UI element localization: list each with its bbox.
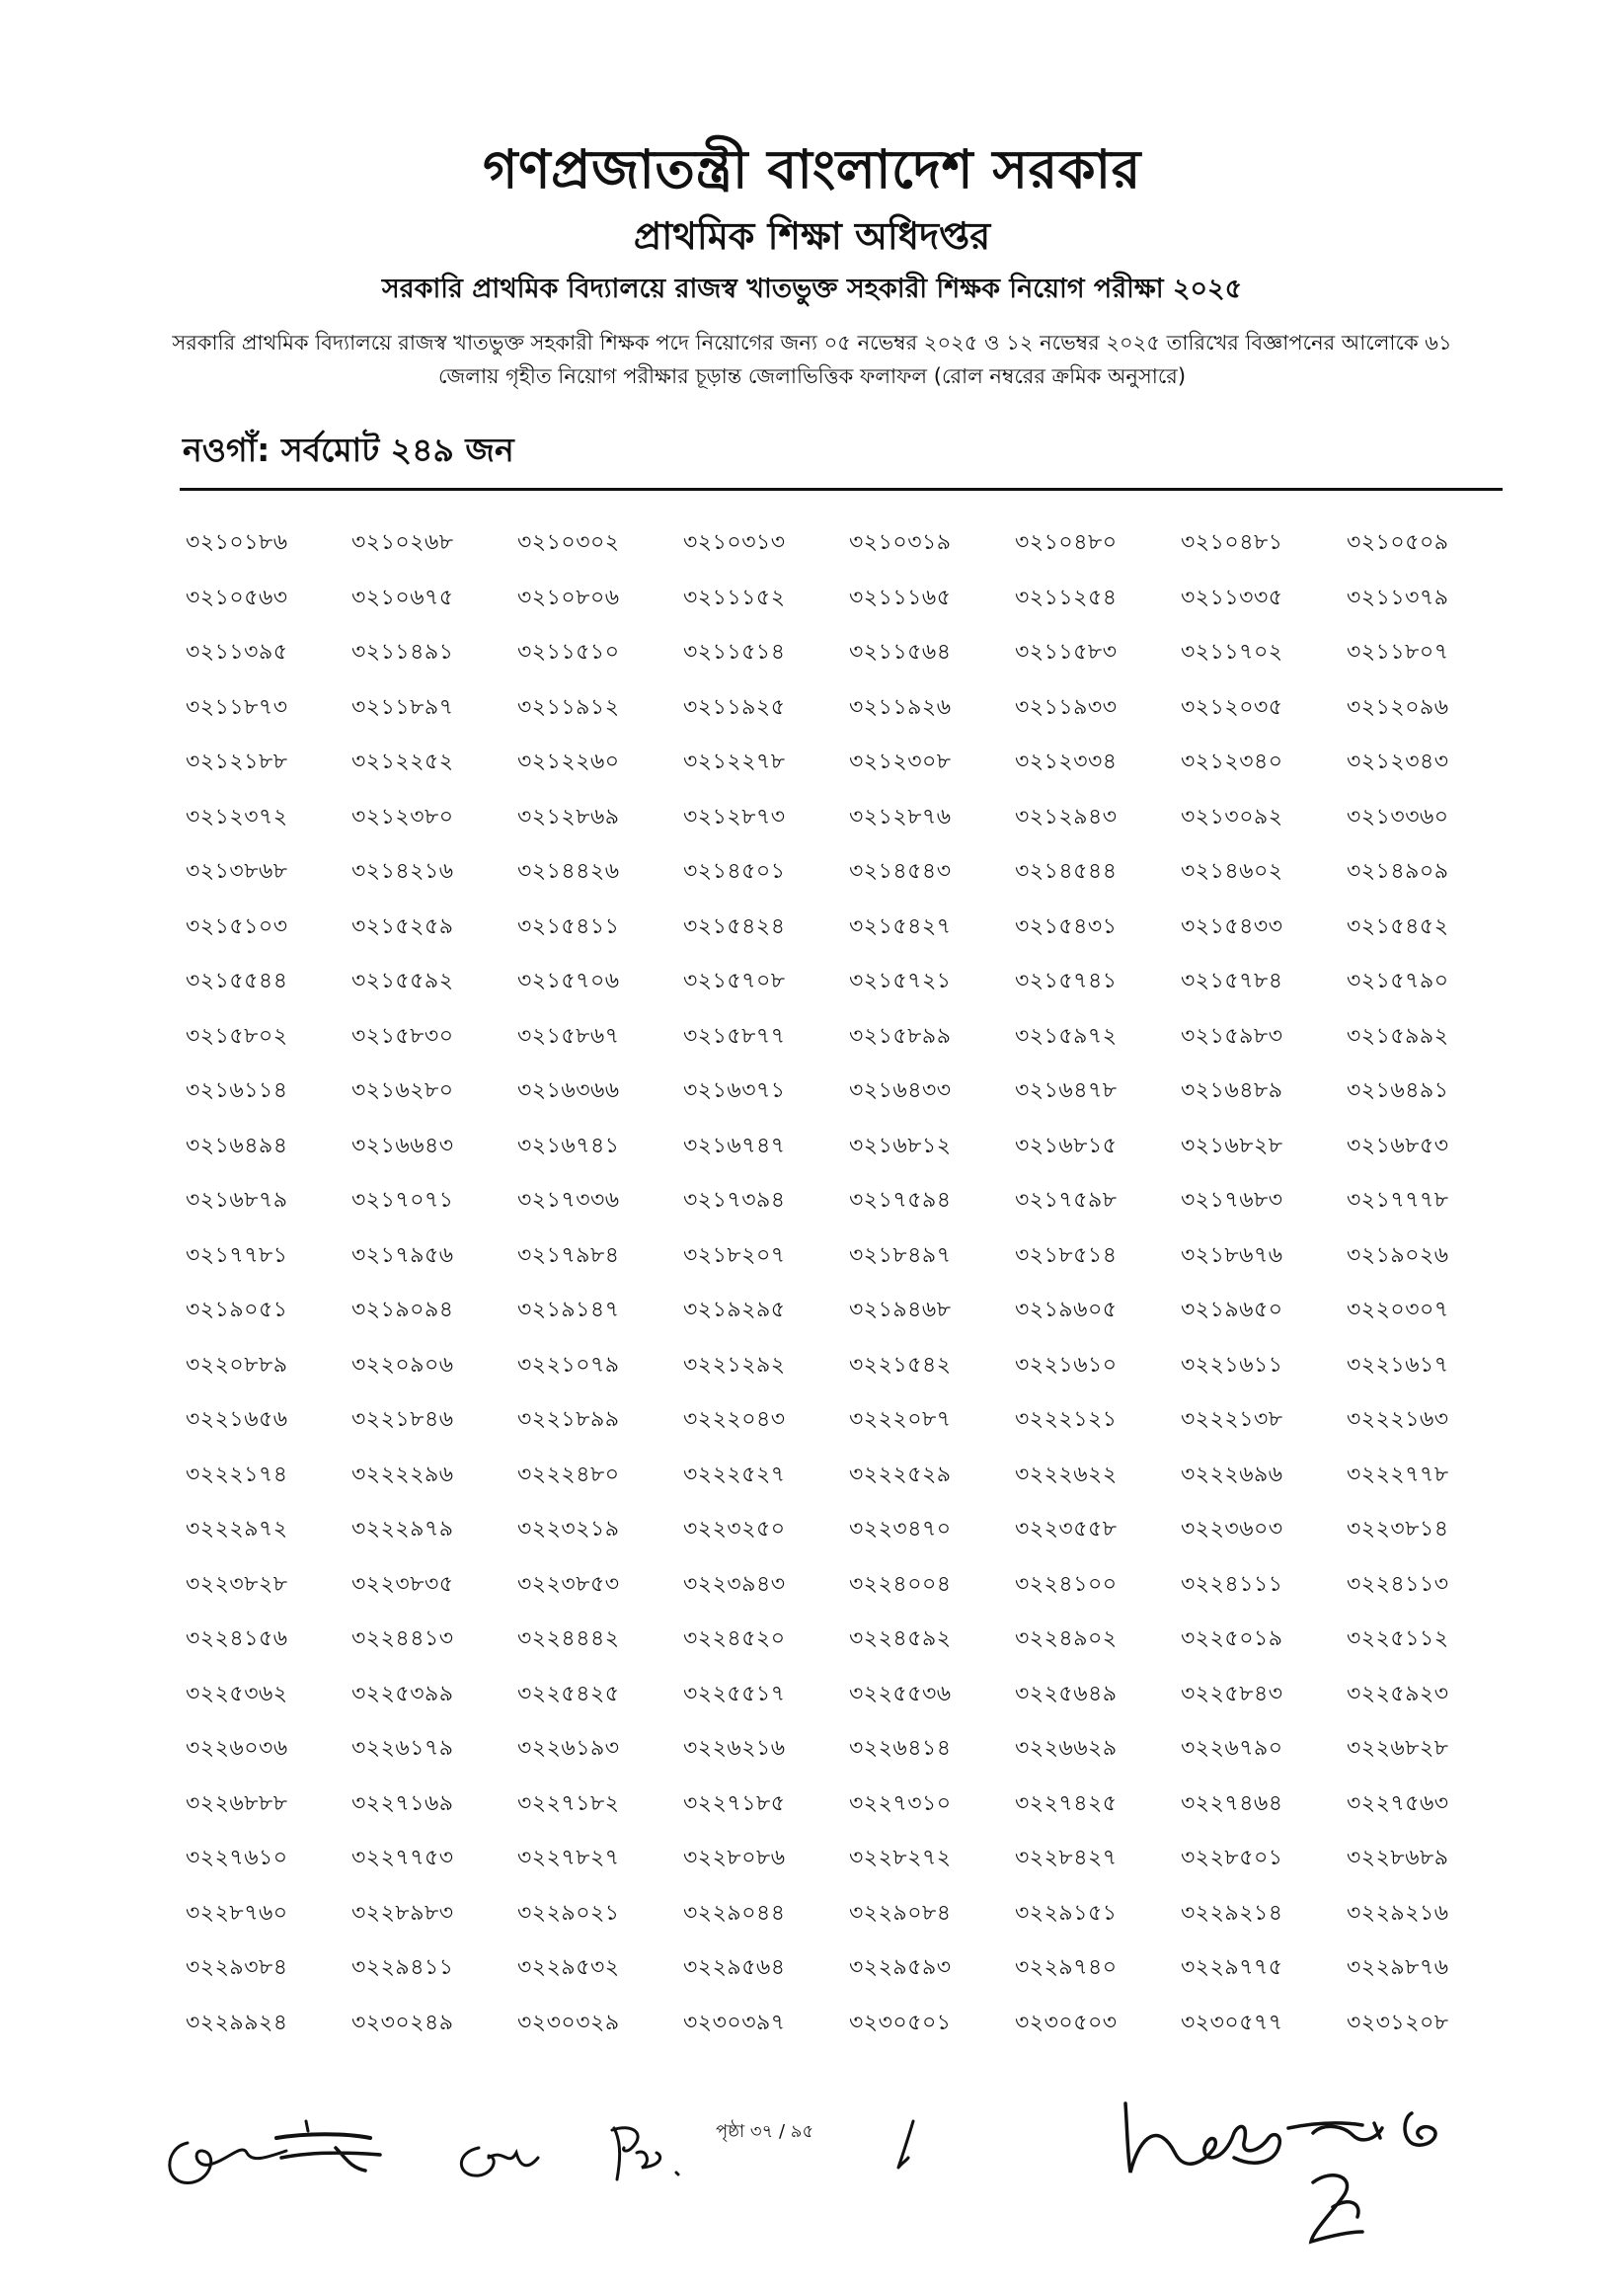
- roll-number: ৩২২৬৮২৮: [1347, 1736, 1449, 1761]
- roll-number: ৩২১৬৪৩৩: [849, 1078, 952, 1103]
- roll-number: ৩২২৩৮৫৩: [517, 1571, 620, 1597]
- roll-number: ৩২২৫৫১৭: [683, 1681, 786, 1706]
- district-heading: নওগাঁ: সর্বমোট ২৪৯ জন: [183, 431, 514, 469]
- roll-number: ৩২২৭৪৬৪: [1181, 1790, 1283, 1816]
- roll-number: ৩২২৯৩৮৪: [186, 1955, 288, 1980]
- roll-number: ৩২১৭৫৯৮: [1015, 1188, 1118, 1213]
- roll-number: ৩২২৫৩৯৯: [351, 1681, 454, 1706]
- roll-number: ৩২১০৮০৬: [517, 585, 620, 610]
- roll-number: ৩২১৫৮৩০: [351, 1023, 454, 1049]
- roll-number: ৩২১০৩০২: [517, 530, 620, 555]
- roll-number: ৩২১৫১০৩: [186, 913, 288, 939]
- roll-number: ৩২১৭৯৫৬: [351, 1242, 454, 1268]
- roll-number: ৩২২৩৮২৮: [186, 1571, 288, 1597]
- roll-number: ৩২২২৬৯৬: [1181, 1462, 1283, 1487]
- roll-number: ৩২১৮২০৭: [683, 1242, 786, 1268]
- roll-number: ৩২২৬১৭৯: [351, 1736, 454, 1761]
- roll-number: ৩২১৫৫৪৪: [186, 969, 288, 993]
- roll-number: ৩২১০১৮৬: [186, 530, 288, 555]
- roll-number: ৩২২৬০৩৬: [186, 1736, 288, 1761]
- roll-number: ৩২২৪৪৪২: [517, 1626, 620, 1651]
- roll-number: ৩২২৯৯২৪: [186, 2010, 288, 2035]
- roll-number: ৩২২৪১১৩: [1347, 1571, 1449, 1597]
- roll-number: ৩২২৯৫৩২: [517, 1955, 620, 1980]
- roll-number: ৩২১১৫৬৪: [849, 640, 952, 665]
- roll-number: ৩২১৭৩৩৬: [517, 1188, 620, 1213]
- roll-number: ৩২১২০৩৫: [1181, 694, 1283, 720]
- roll-number: ৩২২১৬১১: [1181, 1352, 1283, 1378]
- roll-number: ৩২১৫৮০২: [186, 1023, 288, 1049]
- roll-number: ৩২২৬৭৯০: [1181, 1736, 1283, 1761]
- roll-number: ৩২১৫৯৯২: [1347, 1023, 1449, 1049]
- government-title: গণপ্রজাতন্ত্রী বাংলাদেশ সরকার: [483, 138, 1141, 200]
- roll-number: ৩২১১৭০২: [1181, 640, 1283, 665]
- roll-number: ৩২১২৩৪৩: [1347, 750, 1449, 774]
- roll-number: ৩২১১১৬৫: [849, 585, 952, 610]
- roll-number: ৩২২৭৩১০: [849, 1790, 952, 1816]
- roll-number: ৩২২৯১৫১: [1015, 1900, 1118, 1926]
- roll-number: ৩২১৮৬৭৬: [1181, 1242, 1283, 1268]
- roll-number: ৩২১৫৮৭৭: [683, 1023, 786, 1049]
- roll-number: ৩২১৭৯৮৪: [517, 1242, 620, 1268]
- roll-number: ৩২২৭৫৬৩: [1347, 1790, 1449, 1816]
- roll-number: ৩২২১০৭৯: [517, 1352, 620, 1378]
- roll-number: ৩২১৬৪৮৯: [1181, 1078, 1283, 1103]
- roll-number: ৩২১১৫১৪: [683, 640, 786, 665]
- roll-number: ৩২২৯২১৬: [1347, 1900, 1449, 1926]
- roll-number: ৩২১২৩৮০: [351, 804, 454, 830]
- roll-number: ৩২১৯২৯৫: [683, 1298, 786, 1322]
- roll-number: ৩২১২৯৪৩: [1015, 804, 1118, 830]
- roll-number: ৩২২০৯০৬: [351, 1352, 454, 1378]
- roll-number: ৩২২২৪৮০: [517, 1462, 620, 1487]
- roll-number: ৩২১০২৬৮: [351, 530, 454, 555]
- roll-number: ৩২১৫৭৯০: [1347, 969, 1449, 993]
- roll-number: ৩২২৬৪১৪: [849, 1736, 952, 1761]
- roll-number: ৩২১০৪৮০: [1015, 530, 1118, 555]
- roll-number: ৩২১৩৩৬০: [1347, 804, 1449, 830]
- roll-number: ৩২১৭০৭১: [351, 1188, 454, 1213]
- roll-number: ৩২২৫৩৬২: [186, 1681, 288, 1706]
- roll-number: ৩২২৮৭৬০: [186, 1900, 288, 1926]
- roll-number: ৩২১৬৭৪১: [517, 1133, 620, 1158]
- roll-number: ৩২১১১৫২: [683, 585, 786, 610]
- roll-number: ৩২৩০২৪৯: [351, 2010, 454, 2035]
- roll-number: ৩২২২৭৭৮: [1347, 1462, 1449, 1487]
- roll-number: ৩২১১৩৯৫: [186, 640, 288, 665]
- roll-number: ৩২১০৩১৩: [683, 530, 786, 555]
- roll-number: ৩২১৯৪৬৮: [849, 1298, 952, 1322]
- roll-number: ৩২২১৬১৭: [1347, 1352, 1449, 1378]
- department-title: প্রাথমিক শিক্ষা অধিদপ্তর: [633, 214, 991, 258]
- roll-number: ৩২১৫৪৩৩: [1181, 913, 1283, 939]
- roll-number: ৩২২৩৬০৩: [1181, 1517, 1283, 1542]
- roll-number: ৩২১৬৪৯১: [1347, 1078, 1449, 1103]
- roll-number: ৩২১১৯২৬: [849, 694, 952, 720]
- roll-number: ৩২১৪২১৬: [351, 859, 454, 884]
- roll-number: ৩২২৫৫৩৬: [849, 1681, 952, 1706]
- roll-number-grid: [186, 525, 1508, 2060]
- roll-number: ৩২১১৯২৫: [683, 694, 786, 720]
- roll-number: ৩২২৯০৪৪: [683, 1900, 786, 1926]
- roll-number: ৩২১৪৯০৯: [1347, 859, 1449, 884]
- roll-number: ৩২২০৩০৭: [1347, 1298, 1449, 1322]
- roll-number: ৩২২২১২১: [1015, 1407, 1118, 1432]
- roll-number: ৩২২৫৬৪৯: [1015, 1681, 1118, 1706]
- roll-number: ৩২২৯২১৪: [1181, 1900, 1283, 1926]
- roll-number: ৩২১৯০৯৪: [351, 1298, 454, 1322]
- roll-number: ৩২২২১৬৩: [1347, 1407, 1449, 1432]
- roll-number: ৩২১৬৬৪৩: [351, 1133, 454, 1158]
- roll-number: ৩২১৫৭৪১: [1015, 969, 1118, 993]
- roll-number: ৩২২৫৪২৫: [517, 1681, 620, 1706]
- roll-number: ৩২১১৮০৭: [1347, 640, 1449, 665]
- roll-number: ৩২২৩২১৯: [517, 1517, 620, 1542]
- roll-number: ৩২২৩৮৩৫: [351, 1571, 454, 1597]
- roll-number: ৩২২২০৪৩: [683, 1407, 786, 1432]
- roll-number: ৩২২১৫৪২: [849, 1352, 952, 1378]
- roll-number: ৩২২৯০২১: [517, 1900, 620, 1926]
- roll-number: ৩২২৪১১১: [1181, 1571, 1283, 1597]
- roll-number: ৩২১০৪৮১: [1181, 530, 1283, 555]
- roll-number: ৩২২৬২১৬: [683, 1736, 786, 1761]
- roll-number: ৩২১০৫৬৩: [186, 585, 288, 610]
- roll-number: ৩২২২২৯৬: [351, 1462, 454, 1487]
- roll-number: ৩২১৮৫১৪: [1015, 1242, 1118, 1268]
- roll-number: ৩২১১৩৭৯: [1347, 585, 1449, 610]
- roll-number: ৩২১৬৮৫৩: [1347, 1133, 1449, 1158]
- roll-number: ৩২১৬৩৭১: [683, 1078, 786, 1103]
- roll-number: ৩২২৮৪২৭: [1015, 1846, 1118, 1870]
- roll-number: ৩২২৭১৮৫: [683, 1790, 786, 1816]
- roll-number: ৩২২৩৮১৪: [1347, 1517, 1449, 1542]
- roll-number: ৩২১৫৭৮৪: [1181, 969, 1283, 993]
- roll-number: ৩২১০৫০৯: [1347, 530, 1449, 555]
- roll-number: ৩২২৪৪১৩: [351, 1626, 454, 1651]
- roll-number: ৩২১৫৭২১: [849, 969, 952, 993]
- roll-number: ৩২১২৩৭২: [186, 804, 288, 830]
- roll-number: ৩২১৬৮১২: [849, 1133, 952, 1158]
- roll-number: ৩২২৭১৮২: [517, 1790, 620, 1816]
- roll-number: ৩২৩০৫০১: [849, 2010, 952, 2035]
- roll-number: ৩২১২২৬০: [517, 750, 620, 774]
- roll-number: ৩২২৯৫৯৩: [849, 1955, 952, 1980]
- roll-number: ৩২২৮০৮৬: [683, 1846, 786, 1870]
- roll-number: ৩২১২৩৪০: [1181, 750, 1283, 774]
- roll-number: ৩২১২২৫২: [351, 750, 454, 774]
- roll-number: ৩২১৪৫৪৪: [1015, 859, 1118, 884]
- roll-number: ৩২২৫৯২৩: [1347, 1681, 1449, 1706]
- roll-number: ৩২২৪০০৪: [849, 1571, 952, 1597]
- roll-number: ৩২৩০৫৭৭: [1181, 2010, 1283, 2035]
- signature-3: [602, 2118, 701, 2187]
- roll-number: ৩২২২৯৭৯: [351, 1517, 454, 1542]
- roll-number: ৩২১১৫১০: [517, 640, 620, 665]
- roll-number: ৩২১৫৯৮৩: [1181, 1023, 1283, 1049]
- roll-number: ৩২১৩৮৬৮: [186, 859, 288, 884]
- roll-number: ৩২১৭৫৯৪: [849, 1188, 952, 1213]
- exam-title: সরকারি প্রাথমিক বিদ্যালয়ে রাজস্ব খাতভুক্ত সহকারী শিক্ষক নিয়োগ পরীক্ষা ২০২৫: [381, 274, 1243, 304]
- roll-number: ৩২১৬৪৭৮: [1015, 1078, 1118, 1103]
- roll-number: ৩২২২১৩৮: [1181, 1407, 1283, 1432]
- roll-number: ৩২১৫৭০৮: [683, 969, 786, 993]
- roll-number: ৩২২১৬৫৬: [186, 1407, 288, 1432]
- roll-number: ৩২২৪১০০: [1015, 1571, 1118, 1597]
- roll-number: ৩২২৮২৭২: [849, 1846, 952, 1870]
- roll-number: ৩২১২৮৭৬: [849, 804, 952, 830]
- roll-number: ৩২১০৩১৯: [849, 530, 952, 555]
- roll-number: ৩২১৯০৫১: [186, 1298, 288, 1322]
- roll-number: ৩২২৮৬৮৯: [1347, 1846, 1449, 1870]
- signature-4: [889, 2113, 928, 2182]
- roll-number: ৩২১৫৪৩১: [1015, 913, 1118, 939]
- roll-number: ৩২২৩৯৪৩: [683, 1571, 786, 1597]
- roll-number: ৩২১১৪৯১: [351, 640, 454, 665]
- roll-number: ৩২১৫৮৬৭: [517, 1023, 620, 1049]
- roll-number: ৩২১৬৩৬৬: [517, 1078, 620, 1103]
- roll-number: ৩২২৬৬২৯: [1015, 1736, 1118, 1761]
- roll-number: ৩২৩০৫০৩: [1015, 2010, 1118, 2035]
- roll-number: ৩২১৭৭৮১: [186, 1242, 288, 1268]
- roll-number: ৩২১৬৮৭৯: [186, 1188, 288, 1213]
- roll-number: ৩২১৪৬০২: [1181, 859, 1283, 884]
- result-description: সরকারি প্রাথমিক বিদ্যালয়ে রাজস্ব খাতভুক্ত সহকারী শিক্ষক পদে নিয়োগের জন্য ০৫ নভেম্বর ২০২৫ ও ১২ নভেম্বর ২০২৫ তারিখের বিজ্ঞাপনের আলোকে ৬১ জেলায় গৃহীত নিয়োগ পরীক্ষার চূড়ান্ত জেলাভিত্তিক ফলাফল (রোল নম্বরের ক্রমিক অনুসারে): [172, 331, 1452, 388]
- roll-number: ৩২২২৫২৭: [683, 1462, 786, 1487]
- page-number: পৃষ্ঠা ৩৭ / ৯৫: [716, 2121, 814, 2142]
- roll-number: ৩২১১৮৭৩: [186, 694, 288, 720]
- roll-number: ৩২১৬৭৪৭: [683, 1133, 786, 1158]
- roll-number: ৩২২৯৭৪০: [1015, 1955, 1118, 1980]
- roll-number: ৩২১৫৪২৭: [849, 913, 952, 939]
- roll-number: ৩২২৯৮৭৬: [1347, 1955, 1449, 1980]
- roll-number: ৩২২৯৫৬৪: [683, 1955, 786, 1980]
- roll-number: ৩২১৫৯৭২: [1015, 1023, 1118, 1049]
- signature-2: [449, 2128, 548, 2187]
- roll-number: ৩২১২৮৬৯: [517, 804, 620, 830]
- roll-number: ৩২১৪৫০১: [683, 859, 786, 884]
- roll-number: ৩২২৫১১২: [1347, 1626, 1449, 1651]
- roll-number: ৩২১২২৭৮: [683, 750, 786, 774]
- roll-number: ৩২২৩৪৭০: [849, 1517, 952, 1542]
- roll-number: ৩২২৭৭৫৩: [351, 1846, 454, 1870]
- roll-number: ৩২২৪৫৯২: [849, 1626, 952, 1651]
- roll-number: ৩২১৬৮২৮: [1181, 1133, 1283, 1158]
- roll-number: ৩২২৮৫০১: [1181, 1846, 1283, 1870]
- roll-number: ৩২১২৩৩৪: [1015, 750, 1118, 774]
- roll-number: ৩২১২৮৭৩: [683, 804, 786, 830]
- roll-number: ৩২১৪৪২৬: [517, 859, 620, 884]
- roll-number: ৩২২২৬২২: [1015, 1462, 1118, 1487]
- roll-number: ৩২১১৯৩৩: [1015, 694, 1118, 720]
- roll-number: ৩২২২৫২৯: [849, 1462, 952, 1487]
- roll-number: ৩২১৫৪৫২: [1347, 913, 1449, 939]
- roll-number: ৩২২৭১৬৯: [351, 1790, 454, 1816]
- roll-number: ৩২২৭৪২৫: [1015, 1790, 1118, 1816]
- heading-divider: [180, 488, 1503, 491]
- roll-number: ৩২১৬৮১৫: [1015, 1133, 1118, 1158]
- roll-number: ৩২২৬১৯৩: [517, 1736, 620, 1761]
- roll-number: ৩২১৬১১৪: [186, 1078, 288, 1103]
- roll-number: ৩২১৭৬৮৩: [1181, 1188, 1283, 1213]
- roll-number: ৩২২৪৯০২: [1015, 1626, 1118, 1651]
- roll-number: ৩২২৭৮২৭: [517, 1846, 620, 1870]
- roll-number: ৩২২৫৮৪৩: [1181, 1681, 1283, 1706]
- roll-number: ৩২১৫৮৯৯: [849, 1023, 952, 1049]
- roll-number: ৩২১৯০২৬: [1347, 1242, 1449, 1268]
- roll-number: ৩২২২০৮৭: [849, 1407, 952, 1432]
- roll-number: ৩২১৪৫৪৩: [849, 859, 952, 884]
- roll-number: ৩২১৭৩৯৪: [683, 1188, 786, 1213]
- roll-number: ৩২১১৯১২: [517, 694, 620, 720]
- roll-number: ৩২১১৫৮৩: [1015, 640, 1118, 665]
- roll-number: ৩২২৯৪১১: [351, 1955, 454, 1980]
- roll-number: ৩২১৭৭৭৮: [1347, 1188, 1449, 1213]
- roll-number: ৩২১৮৪৯৭: [849, 1242, 952, 1268]
- roll-number: ৩২১৯৬৫০: [1181, 1298, 1283, 1322]
- roll-number: ৩২১৫২৫৯: [351, 913, 454, 939]
- roll-number: ৩২১৫৫৯২: [351, 969, 454, 993]
- signature-1: [158, 2113, 405, 2202]
- roll-number: ৩২১৫৭০৬: [517, 969, 620, 993]
- roll-number: ৩২১৯৬০৫: [1015, 1298, 1118, 1322]
- roll-number: ৩২১১৮৯৭: [351, 694, 454, 720]
- roll-number: ৩২২০৮৮৯: [186, 1352, 288, 1378]
- roll-number: ৩২১২৩০৮: [849, 750, 952, 774]
- roll-number: ৩২২১২৯২: [683, 1352, 786, 1378]
- roll-number: ৩২১৫৪২৪: [683, 913, 786, 939]
- roll-number: ৩২১০৬৭৫: [351, 585, 454, 610]
- roll-number: ৩২৩১২০৮: [1347, 2010, 1449, 2035]
- roll-number: ৩২১৫৪১১: [517, 913, 620, 939]
- roll-number: ৩২২৬৮৮৮: [186, 1790, 288, 1816]
- signature-5: [1116, 2094, 1530, 2252]
- roll-number: ৩২২৭৬১০: [186, 1846, 288, 1870]
- roll-number: ৩২২৯০৮৪: [849, 1900, 952, 1926]
- roll-number: ৩২১৯১৪৭: [517, 1298, 620, 1322]
- roll-number: ৩২২১৬১০: [1015, 1352, 1118, 1378]
- roll-number: ৩২১২১৮৮: [186, 750, 288, 774]
- roll-number: ৩২২৩২৫০: [683, 1517, 786, 1542]
- roll-number: ৩২২২১৭৪: [186, 1462, 288, 1487]
- roll-number: ৩২৩০৩২৯: [517, 2010, 620, 2035]
- roll-number: ৩২২৪১৫৬: [186, 1626, 288, 1651]
- roll-number: ৩২২৫০১৯: [1181, 1626, 1283, 1651]
- roll-number: ৩২২৯৭৭৫: [1181, 1955, 1283, 1980]
- roll-number: ৩২২১৮৯৯: [517, 1407, 620, 1432]
- roll-number: ৩২২২৯৭২: [186, 1517, 288, 1542]
- roll-number: ৩২১২০৯৬: [1347, 694, 1449, 720]
- roll-number: ৩২১৩০৯২: [1181, 804, 1283, 830]
- roll-number: ৩২২১৮৪৬: [351, 1407, 454, 1432]
- roll-number: ৩২১১২৫৪: [1015, 585, 1118, 610]
- roll-number: ৩২১৬৪৯৪: [186, 1133, 288, 1158]
- roll-number: ৩২৩০৩৯৭: [683, 2010, 786, 2035]
- roll-number: ৩২২৮৯৮৩: [351, 1900, 454, 1926]
- roll-number: ৩২২৩৫৫৮: [1015, 1517, 1118, 1542]
- roll-number: ৩২১৬২৮০: [351, 1078, 454, 1103]
- roll-number: ৩২১১৩৩৫: [1181, 585, 1283, 610]
- roll-number: ৩২২৪৫২০: [683, 1626, 786, 1651]
